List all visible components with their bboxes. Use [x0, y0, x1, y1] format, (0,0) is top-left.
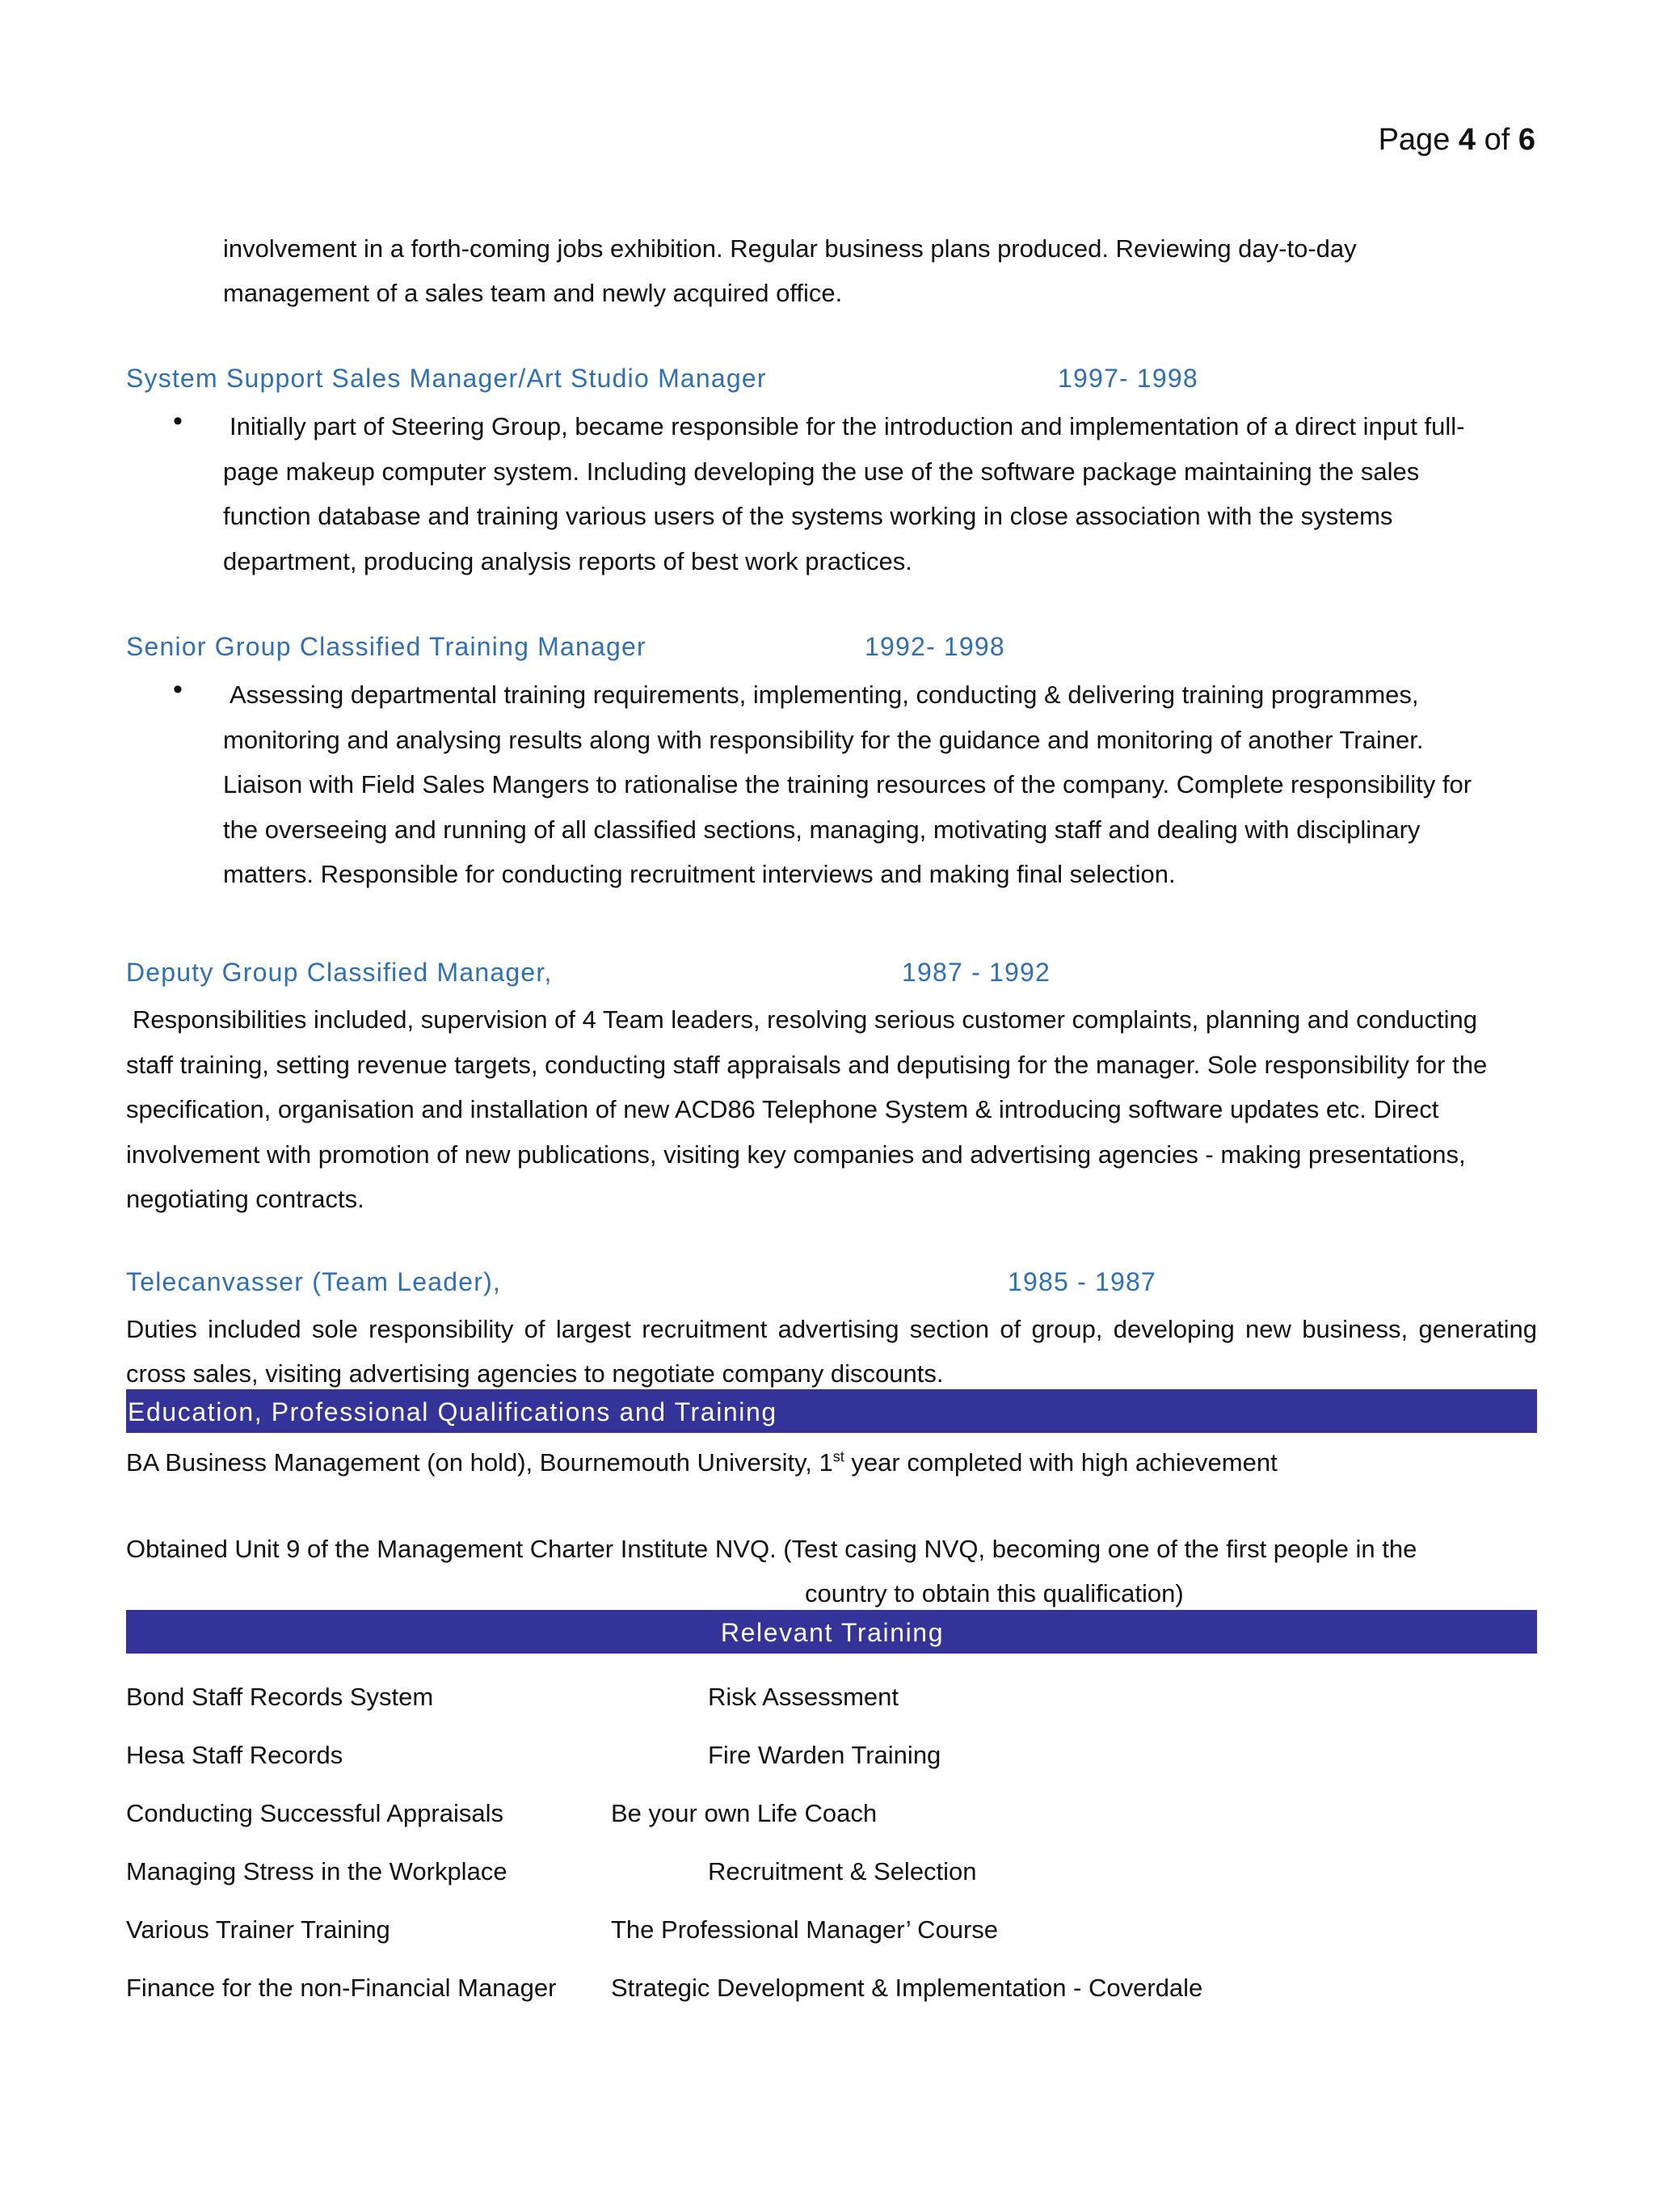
job-title: Telecanvasser (Team Leader),	[126, 1267, 502, 1296]
education-heading-band	[126, 1389, 1537, 1433]
training-item-left: Managing Stress in the Workplace	[126, 1857, 507, 1885]
job-title: Deputy Group Classified Manager,	[126, 958, 553, 987]
training-item-left: Bond Staff Records System	[126, 1683, 434, 1711]
job-years: 1992- 1998	[865, 632, 1005, 661]
job-description-line: monitoring and analysing results along with responsibility for the guidance and monitoring of another Trainer.	[223, 726, 1424, 754]
bullet-icon: •	[173, 674, 183, 705]
continuation-line: involvement in a forth-coming jobs exhibition. Regular business plans produced. Reviewing day-to-day	[223, 234, 1357, 263]
ba-superscript: st	[832, 1448, 844, 1465]
job-description-line: Duties included sole responsibility of largest recruitment advertising section of group, developing new business, generating	[126, 1315, 1537, 1343]
job-description-line: Liaison with Field Sales Mangers to rationalise the training resources of the company. Complete responsibility for	[223, 770, 1472, 798]
training-item-right: Fire Warden Training	[708, 1741, 941, 1769]
job-description-line: department, producing analysis reports of best work practices.	[223, 547, 912, 575]
job-description-line: the overseeing and running of all classified sections, managing, motivating staff and dealing with disciplinary	[223, 815, 1421, 844]
training-item-right: Recruitment & Selection	[708, 1857, 977, 1885]
education-ba	[126, 1440, 1278, 1485]
continuation-line: management of a sales team and newly acquired office.	[223, 279, 843, 307]
job-description-line: Responsibilities included, supervision of 4 Team leaders, resolving serious customer complaints, planning and conducting	[133, 1005, 1478, 1034]
education-heading: Education, Professional Qualifications and Training	[128, 1397, 777, 1426]
job-years: 1987 - 1992	[902, 958, 1051, 987]
job-description-line: Initially part of Steering Group, became responsible for the introduction and implementation of a direct input full-	[230, 412, 1465, 440]
training-item-left: Finance for the non-Financial Manager	[126, 1974, 557, 2002]
ba-text: BA Business Management (on hold), Bournemouth University, 1	[126, 1448, 833, 1477]
training-item-left: Conducting Successful Appraisals	[126, 1799, 503, 1827]
page-number	[1379, 123, 1535, 158]
page-total: 6	[1518, 123, 1535, 157]
training-item-left: Various Trainer Training	[126, 1915, 390, 1944]
education-nvq-line: Obtained Unit 9 of the Management Charter Institute NVQ. (Test casing NVQ, becoming one of the first people in the	[126, 1535, 1417, 1563]
training-item-right: Be your own Life Coach	[611, 1799, 878, 1827]
job-title: Senior Group Classified Training Manager	[126, 632, 646, 661]
job-description-line: staff training, setting revenue targets, conducting staff appraisals and deputising for the manager. Sole responsibility for the	[126, 1051, 1488, 1079]
training-item-left: Hesa Staff Records	[126, 1741, 343, 1769]
job-years: 1985 - 1987	[1008, 1267, 1157, 1296]
training-heading: Relevant Training	[720, 1618, 945, 1647]
job-description-line: matters. Responsible for conducting recruitment interviews and making final selection.	[223, 860, 1176, 888]
ba-text-end: year completed with high achievement	[844, 1448, 1278, 1477]
education-nvq-line: country to obtain this qualification)	[805, 1579, 1184, 1607]
training-item-right: Risk Assessment	[708, 1683, 899, 1711]
job-description-line: specification, organisation and installation of new ACD86 Telephone System & introducing software updates etc. Direct	[126, 1095, 1439, 1123]
bullet-icon: •	[173, 406, 183, 436]
page-current: 4	[1458, 123, 1476, 157]
job-description-line: page makeup computer system. Including developing the use of the software package maintaining the sales	[223, 457, 1420, 486]
training-item-right: Strategic Development & Implementation - Coverdale	[611, 1974, 1203, 2002]
job-years: 1997- 1998	[1058, 364, 1198, 393]
job-description-line: negotiating contracts.	[126, 1185, 364, 1213]
job-description-line: involvement with promotion of new publications, visiting key companies and advertising agencies - making presentations,	[126, 1140, 1466, 1169]
job-title: System Support Sales Manager/Art Studio Manager	[126, 364, 767, 393]
job-description-line: Assessing departmental training requirements, implementing, conducting & delivering training programmes,	[230, 680, 1419, 709]
training-heading-band	[126, 1610, 1537, 1654]
page-of: of	[1484, 123, 1510, 157]
job-description-line: function database and training various users of the systems working in close association with the systems	[223, 502, 1393, 530]
training-item-right: The Professional Manager’ Course	[611, 1915, 999, 1944]
job-description-line: cross sales, visiting advertising agencies to negotiate company discounts.	[126, 1359, 944, 1388]
page-prefix: Page	[1378, 123, 1451, 157]
